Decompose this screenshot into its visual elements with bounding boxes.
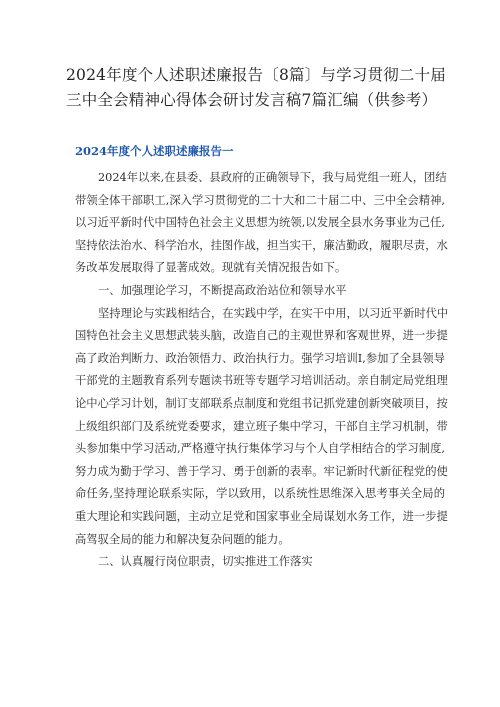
body-line: 二、认真履行岗位职责，切实推进工作落实 [98, 555, 313, 569]
body-line: 坚持理论与实践相结合，在实践中学，在实干中用，以习近平新时代中 [98, 306, 449, 320]
document-title-line-1: 2024年度个人述职述廉报告〔8篇〕与学习贯彻二十届 [66, 66, 447, 84]
body-line: 努力成为勤于学习、善于学习、勇于创新的表率。牢记新时代新征程党的使 [75, 464, 448, 478]
body-line: 上级组织部门及系统党委要求，建立班子集中学习，干部自主学习机制，带 [75, 419, 448, 433]
body-line: 论中心学习计划，制订支部联系点制度和党组书记抓党建创新突破项目，按 [75, 396, 448, 410]
body-line: 重大理论和实践问题，主动立足党和国家事业全局谋划水务工作，进一步提 [75, 509, 448, 523]
body-line: 务改革发展取得了显著成效。现就有关情况报告如下。 [75, 261, 347, 275]
section-heading: 2024年度个人述职述廉报告一 [75, 144, 234, 158]
document-body [75, 167, 449, 574]
document-title [66, 63, 447, 113]
body-line: 国特色社会主义思想武装头脑，改造自己的主观世界和客观世界，进一步提 [75, 329, 448, 343]
body-line: 带领全体干部职工,深入学习贯彻党的二十大和二十届二中、三中全会精神, [75, 193, 445, 207]
body-line: 高驾驭全局的能力和解决复杂问题的能力。 [75, 532, 290, 546]
body-line: 命任务,坚持理论联系实际，学以致用，以系统性思维深入思考事关全局的 [75, 487, 445, 501]
body-line: 头参加集中学习活动,严格遵守执行集体学习与个人自学相结合的学习制度, [75, 442, 445, 456]
body-line: 坚持依法治水、科学治水，挂图作战，担当实干，廉洁勤政，履职尽责，水 [75, 238, 448, 252]
body-line: 一、加强理论学习，不断提高政治站位和领导水平 [98, 283, 347, 297]
document-title-line-2: 三中全会精神心得体会研讨发言稿7篇汇编（供参考） [66, 91, 438, 109]
body-line: 2024年以来,在县委、县政府的正确领导下，我与局党组一班人，团结 [98, 171, 447, 184]
body-line: 干部党的主题教育系列专题读书班等专题学习培训活动。亲自制定局党组理 [75, 374, 448, 388]
body-line: 高了政治判断力、政治领悟力、政治执行力。强学习培训I,参加了全县领导 [75, 351, 445, 365]
body-line: 以习近平新时代中国特色社会主义思想为统领,以发展全县水务事业为己任, [75, 216, 445, 230]
